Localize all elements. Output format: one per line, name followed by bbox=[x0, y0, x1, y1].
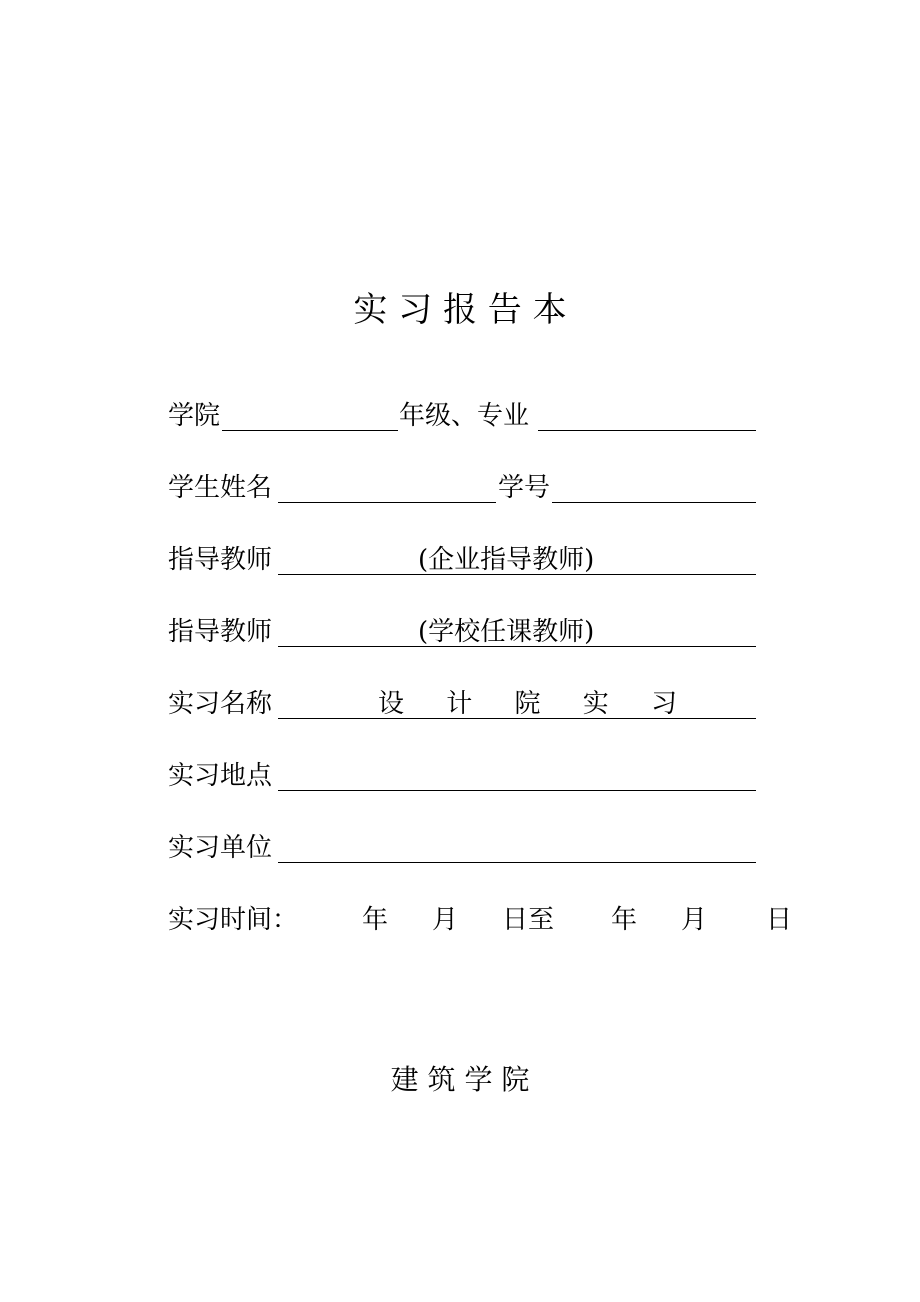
internship-name-value: 设 计 院 实 习 bbox=[378, 689, 678, 719]
school-footer: 建 筑 学 院 bbox=[390, 1063, 530, 1096]
college-field[interactable] bbox=[222, 430, 398, 431]
internship-unit-field[interactable] bbox=[278, 862, 756, 863]
internship-time-label: 实习时间： bbox=[168, 905, 299, 935]
internship-unit-label: 实习单位 bbox=[168, 833, 273, 863]
internship-location-label: 实习地点 bbox=[168, 761, 273, 791]
row-internship-name bbox=[168, 684, 768, 724]
time-month-start: 月 bbox=[432, 905, 459, 935]
teacher-enterprise-note: (企业指导教师) bbox=[418, 545, 595, 575]
teacher-school-label: 指导教师 bbox=[168, 617, 273, 647]
row-teacher-enterprise bbox=[168, 540, 768, 580]
student-id-field[interactable] bbox=[552, 502, 756, 503]
row-internship-time bbox=[168, 900, 808, 940]
internship-name-label: 实习名称 bbox=[168, 689, 273, 719]
row-student-name-id bbox=[168, 468, 768, 508]
row-college-major bbox=[168, 396, 768, 436]
grade-major-label: 年级、专业 bbox=[399, 401, 530, 431]
row-teacher-school bbox=[168, 612, 768, 652]
row-internship-unit bbox=[168, 828, 768, 868]
document-title: 实 习 报 告 本 bbox=[353, 290, 567, 330]
college-label: 学院 bbox=[168, 401, 221, 431]
teacher-school-note: (学校任课教师) bbox=[418, 617, 595, 647]
teacher-enterprise-label: 指导教师 bbox=[168, 545, 273, 575]
student-name-label: 学生姓名 bbox=[168, 473, 273, 503]
grade-major-field[interactable] bbox=[538, 430, 756, 431]
row-internship-location bbox=[168, 756, 768, 796]
time-day-start-to: 日至 bbox=[502, 905, 555, 935]
student-name-field[interactable] bbox=[278, 502, 496, 503]
time-year-end: 年 bbox=[611, 905, 638, 935]
internship-location-field[interactable] bbox=[278, 790, 756, 791]
time-day-end: 日 bbox=[766, 905, 793, 935]
student-id-label: 学号 bbox=[498, 473, 551, 503]
time-year-start: 年 bbox=[362, 905, 389, 935]
time-month-end: 月 bbox=[681, 905, 708, 935]
